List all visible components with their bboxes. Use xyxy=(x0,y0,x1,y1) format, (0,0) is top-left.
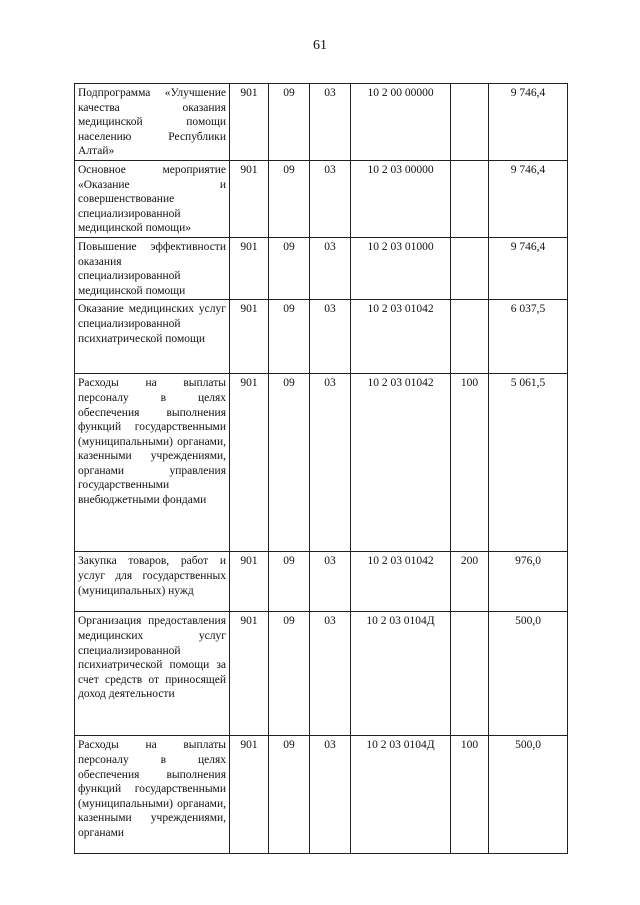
target-article-cell: 10 2 00 00000 xyxy=(351,84,451,161)
ministry-code-cell: 901 xyxy=(230,374,269,552)
target-article-cell: 10 2 03 0104Д xyxy=(351,612,451,736)
table-row xyxy=(75,160,568,237)
section-code-cell: 09 xyxy=(269,300,310,374)
subsection-code-cell: 03 xyxy=(310,160,351,237)
amount-cell: 500,0 xyxy=(489,736,568,854)
expense-type-cell: 100 xyxy=(451,374,489,552)
row-name-cell: Закупка товаров, работ и услуг для государственных (муниципальных) нужд xyxy=(75,552,230,612)
ministry-code-cell: 901 xyxy=(230,160,269,237)
target-article-cell: 10 2 03 01000 xyxy=(351,237,451,299)
row-name-cell: Расходы на выплаты персоналу в целях обеспечения выполнения функций государственными (муниципальными) органами, казенными учреждениями, органами управления государственными внебюджетными фондами xyxy=(75,374,230,552)
section-code-cell: 09 xyxy=(269,237,310,299)
row-name-cell: Организация предоставления медицинских услуг специализированной психиатрической помощи за счет средств от приносящей доход деятельности xyxy=(75,612,230,736)
subsection-code-cell: 03 xyxy=(310,84,351,161)
table-row xyxy=(75,237,568,299)
row-name-cell: Расходы на выплаты персоналу в целях обеспечения выполнения функций государственными (муниципальными) органами, казенными учреждениями, органами xyxy=(75,736,230,854)
target-article-cell: 10 2 03 01042 xyxy=(351,552,451,612)
row-name-cell: Оказание медицинских услуг специализированной психиатрической помощи xyxy=(75,300,230,374)
table-row xyxy=(75,300,568,374)
subsection-code-cell: 03 xyxy=(310,552,351,612)
table-row xyxy=(75,736,568,854)
expense-type-cell xyxy=(451,300,489,374)
amount-cell: 976,0 xyxy=(489,552,568,612)
ministry-code-cell: 901 xyxy=(230,300,269,374)
target-article-cell: 10 2 03 01042 xyxy=(351,374,451,552)
page-number: 61 xyxy=(313,38,327,53)
amount-cell: 6 037,5 xyxy=(489,300,568,374)
ministry-code-cell: 901 xyxy=(230,736,269,854)
expense-type-cell xyxy=(451,160,489,237)
amount-cell: 5 061,5 xyxy=(489,374,568,552)
amount-cell: 500,0 xyxy=(489,612,568,736)
section-code-cell: 09 xyxy=(269,736,310,854)
target-article-cell: 10 2 03 01042 xyxy=(351,300,451,374)
subsection-code-cell: 03 xyxy=(310,612,351,736)
expense-type-cell xyxy=(451,612,489,736)
expense-type-cell xyxy=(451,237,489,299)
section-code-cell: 09 xyxy=(269,84,310,161)
budget-table xyxy=(74,83,568,854)
table-row xyxy=(75,374,568,552)
subsection-code-cell: 03 xyxy=(310,374,351,552)
ministry-code-cell: 901 xyxy=(230,237,269,299)
expense-type-cell xyxy=(451,84,489,161)
row-name-cell: Основное мероприятие «Оказание и совершенствование специализированной медицинской помощи» xyxy=(75,160,230,237)
amount-cell: 9 746,4 xyxy=(489,84,568,161)
table-row xyxy=(75,552,568,612)
target-article-cell: 10 2 03 00000 xyxy=(351,160,451,237)
section-code-cell: 09 xyxy=(269,612,310,736)
ministry-code-cell: 901 xyxy=(230,612,269,736)
target-article-cell: 10 2 03 0104Д xyxy=(351,736,451,854)
section-code-cell: 09 xyxy=(269,374,310,552)
ministry-code-cell: 901 xyxy=(230,84,269,161)
expense-type-cell: 200 xyxy=(451,552,489,612)
table-row xyxy=(75,612,568,736)
subsection-code-cell: 03 xyxy=(310,300,351,374)
subsection-code-cell: 03 xyxy=(310,736,351,854)
section-code-cell: 09 xyxy=(269,552,310,612)
table-row xyxy=(75,84,568,161)
section-code-cell: 09 xyxy=(269,160,310,237)
ministry-code-cell: 901 xyxy=(230,552,269,612)
amount-cell: 9 746,4 xyxy=(489,160,568,237)
amount-cell: 9 746,4 xyxy=(489,237,568,299)
row-name-cell: Подпрограмма «Улучшение качества оказания медицинской помощи населению Республики Алтай» xyxy=(75,84,230,161)
expense-type-cell: 100 xyxy=(451,736,489,854)
subsection-code-cell: 03 xyxy=(310,237,351,299)
row-name-cell: Повышение эффективности оказания специализированной медицинской помощи xyxy=(75,237,230,299)
